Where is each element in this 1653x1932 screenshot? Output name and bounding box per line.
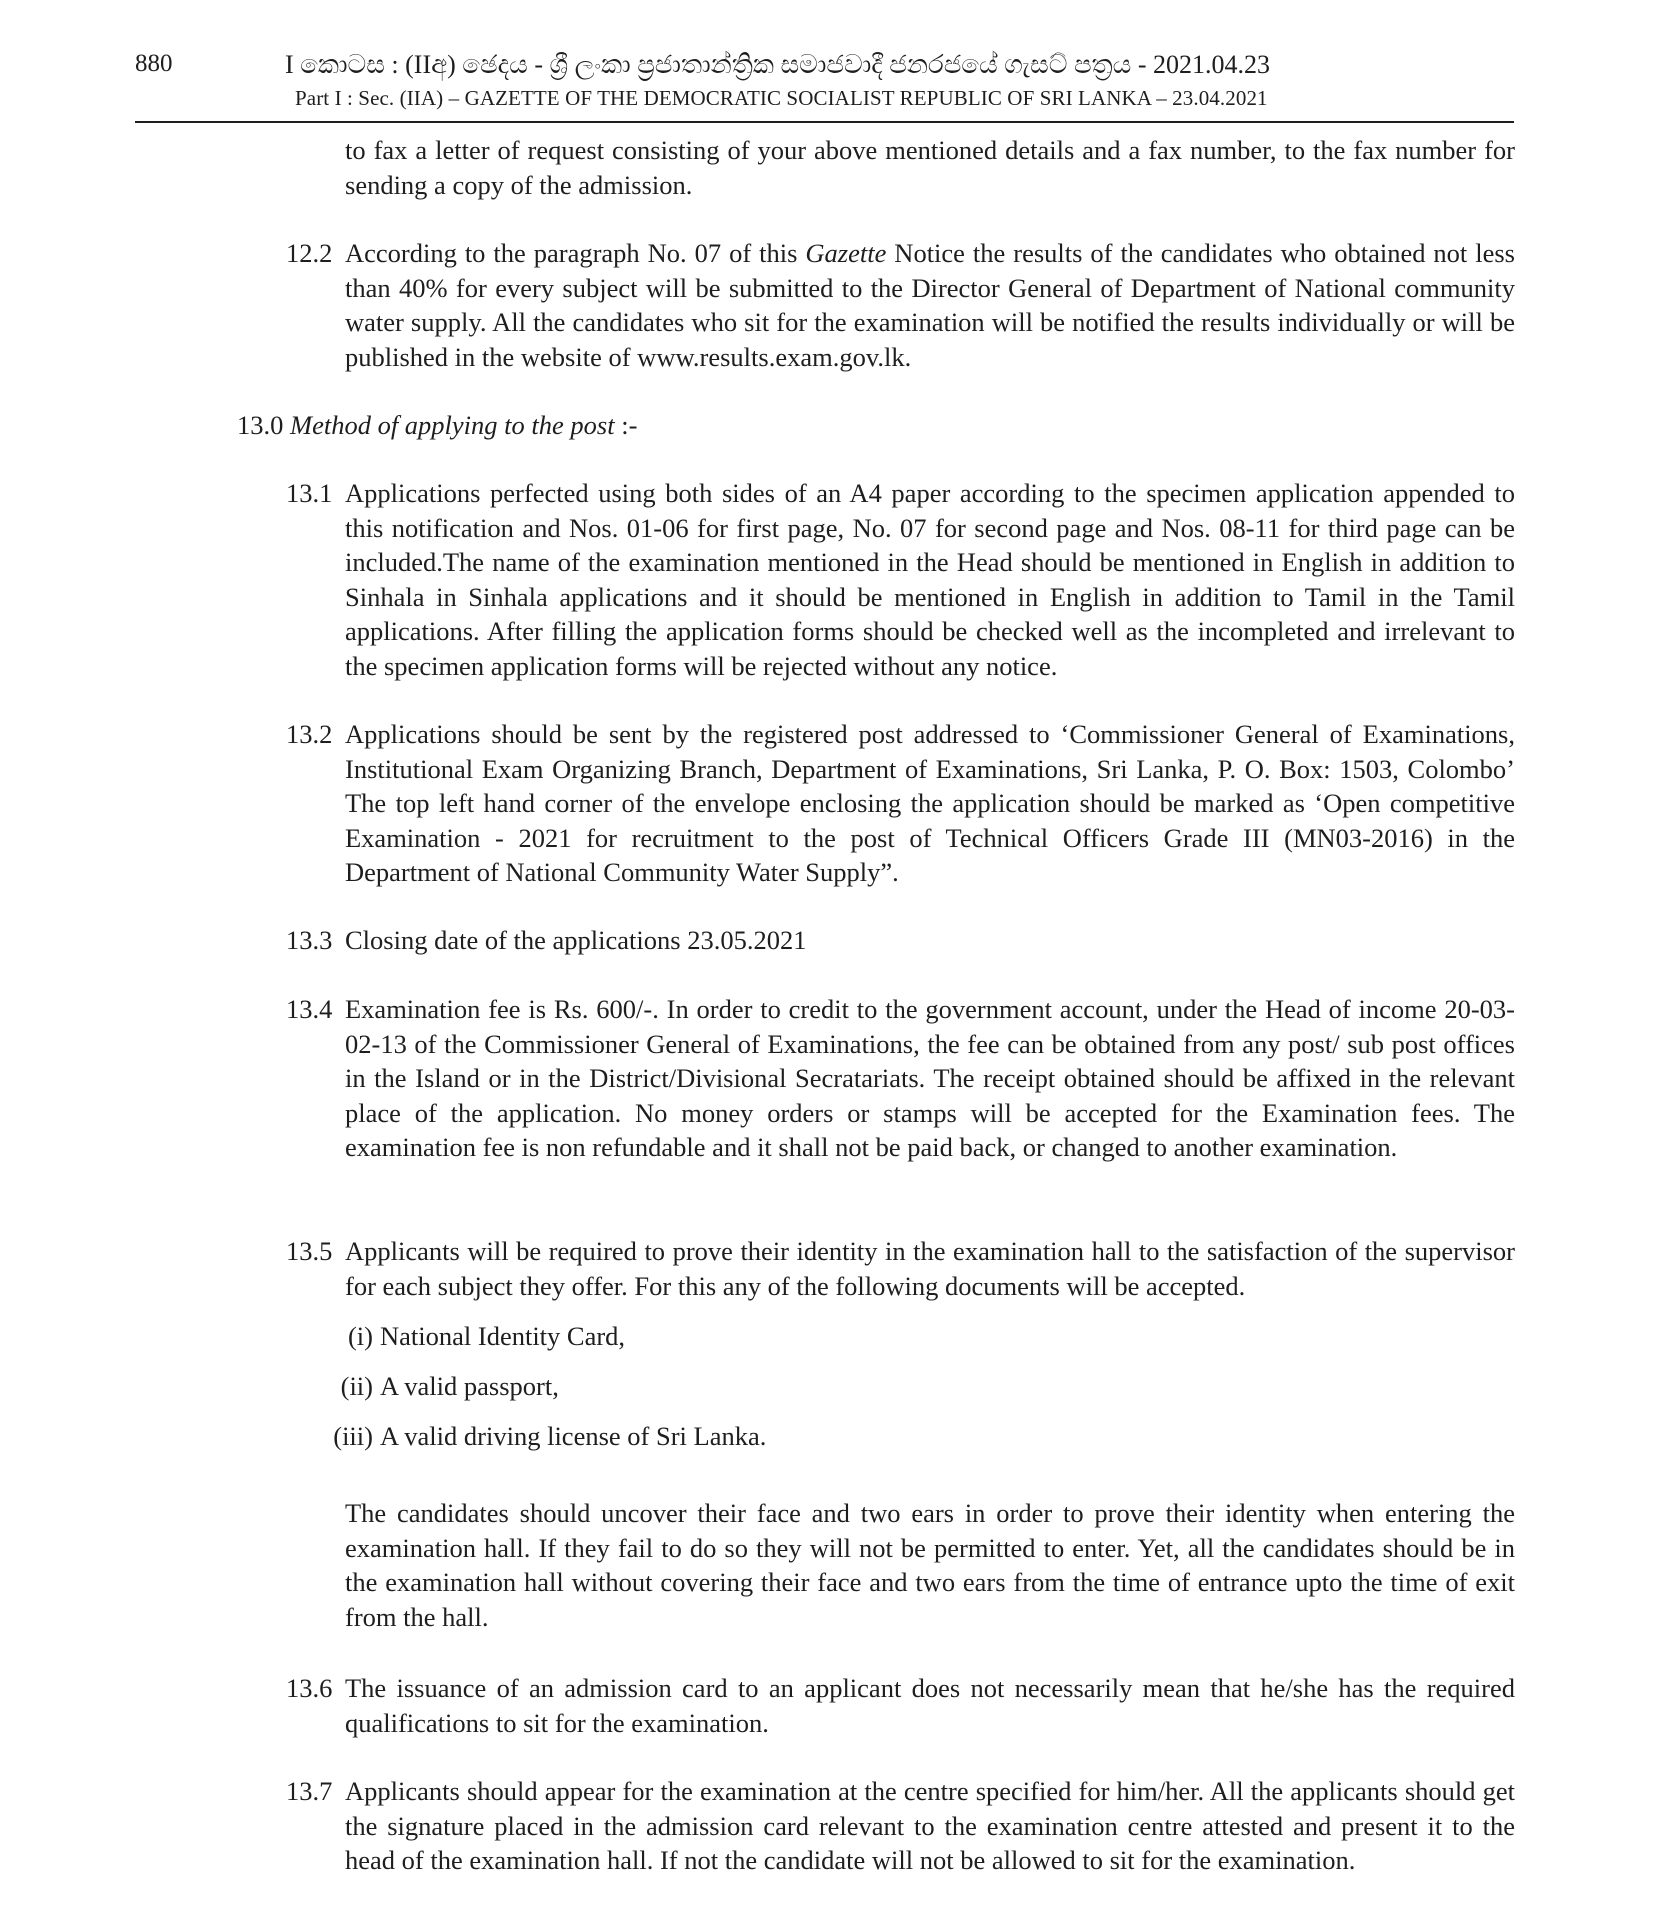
- section-suffix: :-: [614, 410, 638, 440]
- paragraph-13-2: [286, 717, 1515, 890]
- list-marker: (ii): [340, 1371, 373, 1401]
- paragraph-13-6: [286, 1671, 1515, 1740]
- paragraph-13-5-continuation: The candidates should uncover their face and two ears in order to prove their identity when entering the examination hall. If they fail to do so they will not be permitted to enter. Yet, all the candidates should be in the examination hall without covering their face and two ears from the time of entrance upto the time of exit from the hall.: [345, 1498, 1515, 1632]
- list-text: National Identity Card,: [380, 1321, 626, 1351]
- list-marker: (iii): [333, 1421, 373, 1451]
- continuation-paragraph: to fax a letter of request consisting of your above mentioned details and a fax number, to the fax number for sending a copy of the admission.: [345, 135, 1515, 200]
- paragraph-text: Notice the results of the candidates who obtained not less than 40% for every subject will be submitted to the Director General of Department of National community water supply. All the candidates who sit for the examination will be notified the results individually or will be published in the website of www.results.exam.gov.lk.: [345, 238, 1515, 372]
- header-divider: [135, 121, 1514, 123]
- paragraph-number: 13.6: [286, 1673, 333, 1703]
- paragraph-text: Applications perfected using both sides of an A4 paper according to the specimen application appended to this notification and Nos. 01-06 for first page, No. 07 for second page and Nos. 08-11 for third page can be included.The name of the examination mentioned in the Head should be mentioned in English in addition to Sinhala in Sinhala applications and it should be mentioned in English in addition to Tamil in the Tamil applications. After filling the application forms should be checked well as the incompleted and irrelevant to the specimen application forms will be rejected without any notice.: [345, 478, 1515, 681]
- paragraph-number: 13.2: [286, 719, 333, 749]
- list-item: [315, 1319, 625, 1354]
- paragraph-text: Applications should be sent by the registered post addressed to ‘Commissioner General of Examinations, Institutional Exam Organizing Branch, Department of Examinations, Sri Lanka, P. O. Box: 1503, Colombo’ The top left hand corner of the envelope enclosing the application should be marked as ‘Open competitive Examination - 2021 for recruitment to the post of Technical Officers Grade III (MN03-2016) in the Department of National Community Water Supply”.: [345, 719, 1515, 888]
- paragraph-number: 13.7: [286, 1776, 333, 1806]
- paragraph-13-1: [286, 476, 1515, 684]
- list-item: [315, 1419, 766, 1454]
- paragraph-text: Applicants will be required to prove their identity in the examination hall to the satisfaction of the supervisor for each subject they offer. For this any of the following documents will be accepted.: [345, 1236, 1515, 1301]
- header-english-title: Part I : Sec. (IIA) – GAZETTE OF THE DEMOCRATIC SOCIALIST REPUBLIC OF SRI LANKA – 23.04.2021: [295, 86, 1268, 110]
- list-marker: (i): [347, 1321, 373, 1351]
- paragraph-number: 13.3: [286, 925, 333, 955]
- section-13-0-heading: [237, 408, 637, 443]
- paragraph-13-7: [286, 1774, 1515, 1878]
- paragraph-13-4: [286, 992, 1515, 1165]
- paragraph-text: Applicants should appear for the examination at the centre specified for him/her. All the applicants should get the signature placed in the admission card relevant to the examination centre attested and present it to the head of the examination hall. If not the candidate will not be allowed to sit for the examination.: [345, 1776, 1515, 1876]
- paragraph-text: According to the paragraph No. 07 of this: [345, 238, 806, 268]
- paragraph-text: The issuance of an admission card to an applicant does not necessarily mean that he/she has the required qualifications to sit for the examination.: [345, 1673, 1515, 1738]
- paragraph-number: 13.1: [286, 478, 333, 508]
- list-text: A valid passport,: [380, 1371, 559, 1401]
- page-number: 880: [135, 50, 173, 77]
- paragraph-text: Examination fee is Rs. 600/-. In order to credit to the government account, under the Head of income 20-03-02-13 of the Commissioner General of Examinations, the fee can be obtained from any post/ sub post offices in the Island or in the District/Divisional Secratariats. The receipt obtained should be affixed in the relevant place of the application. No money orders or stamps will be accepted for the Examination fees. The examination fee is non refundable and it shall not be paid back, or changed to another examination.: [345, 994, 1515, 1163]
- section-number: 13.0: [237, 410, 284, 440]
- paragraph-13-5: [286, 1234, 1515, 1303]
- paragraph-number: 13.4: [286, 994, 333, 1024]
- header-sinhala-title: I කොටස : (IIඅ) ඡෙදය - ශ්‍රී ලංකා ප්‍රජාතාන්ත්‍රික සමාජවාදී ජනරජයේ ගැසට් පත්‍රය - 2021.04.23: [285, 50, 1271, 79]
- paragraph-number: 12.2: [286, 238, 333, 268]
- paragraph-13-3: [286, 923, 1515, 958]
- paragraph-12-2: [286, 236, 1515, 374]
- paragraph-number: 13.5: [286, 1236, 333, 1266]
- gazette-italic: Gazette: [805, 238, 887, 268]
- section-title: Method of applying to the post: [290, 410, 615, 440]
- paragraph-text: Closing date of the applications 23.05.2021: [345, 925, 807, 955]
- list-item: [315, 1369, 559, 1404]
- list-text: A valid driving license of Sri Lanka.: [380, 1421, 767, 1451]
